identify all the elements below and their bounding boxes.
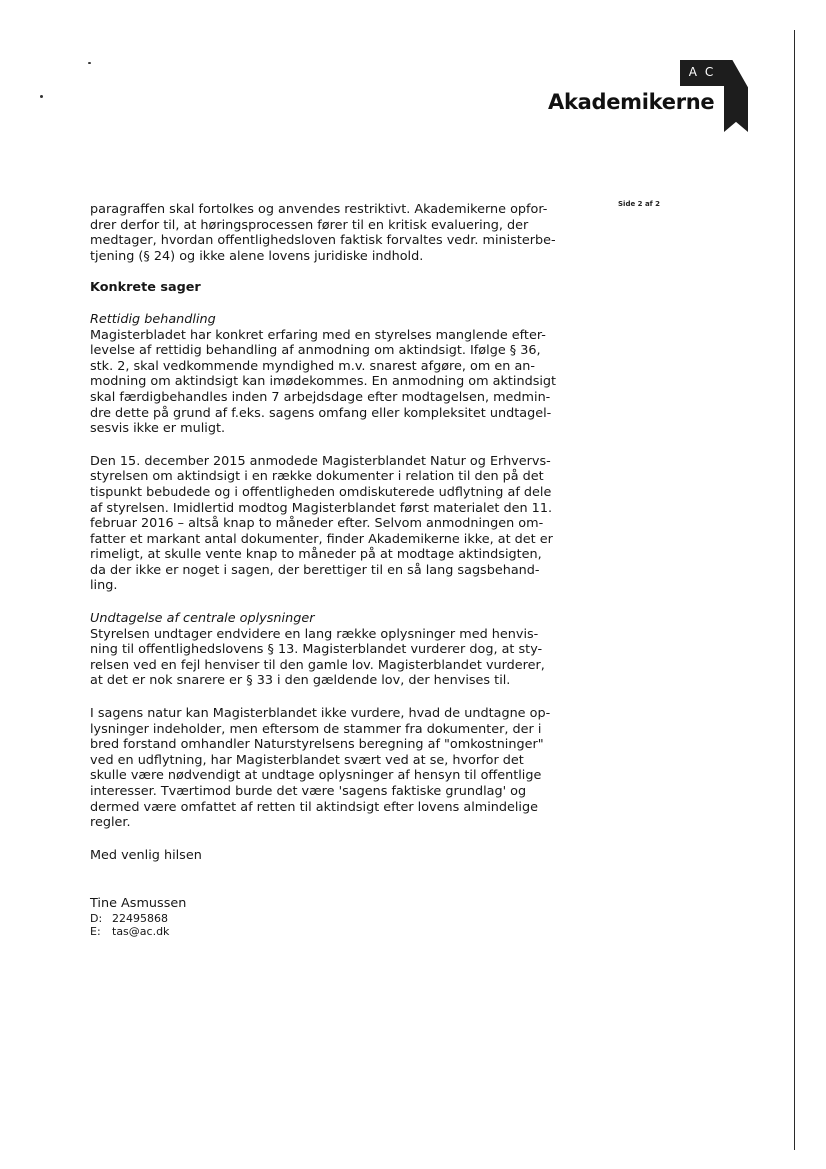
text-line: ling.: [90, 578, 118, 594]
text-line: styrelsen om aktindsigt i en række dokumenter i relation til den på det: [90, 469, 544, 485]
text-line: bred forstand omhandler Naturstyrelsens beregning af "omkostninger": [90, 737, 544, 753]
section-heading: Konkrete sager: [90, 280, 201, 296]
text-line: lysninger indeholder, men eftersom de stammer fra dokumenter, der i: [90, 721, 542, 737]
text-line: sesvis ikke er muligt.: [90, 421, 226, 437]
paragraph: [90, 454, 590, 594]
paragraph: [90, 328, 590, 437]
text-line: I sagens natur kan Magisterblandet ikke vurdere, hvad de undtagne op-: [90, 706, 551, 722]
text-line: dre dette på grund af f.eks. sagens omfang eller kompleksitet undtagel-: [90, 405, 552, 421]
text-line: februar 2016 – altså knap to måneder efter. Selvom anmodningen om-: [90, 516, 544, 532]
scan-speck: [88, 62, 91, 64]
subsection-heading: Undtagelse af centrale oplysninger: [90, 611, 315, 627]
text-line: rimeligt, at skulle vente knap to måneder på at modtage aktindsigten,: [90, 547, 542, 563]
text-line: medtager, hvordan offentlighedsloven faktisk forvaltes vedr. ministerbe-: [90, 233, 556, 249]
text-line: modning om aktindsigt kan imødekommes. En anmodning om aktindsigt: [90, 374, 557, 390]
text-line: Den 15. december 2015 anmodede Magisterblandet Natur og Erhvervs-: [90, 453, 551, 469]
akademikerne-logo: [548, 60, 753, 135]
text-line: ning til offentlighedslovens § 13. Magisterblandet vurderer dog, at sty-: [90, 642, 543, 658]
text-line: interesser. Tværtimod burde det være 'sagens faktiske grundlag' og: [90, 784, 527, 799]
text-line: af styrelsen. Imidlertid modtog Magisterblandet først materialet den 11.: [90, 500, 553, 516]
phone-label: D:: [90, 911, 103, 925]
margin-rule: [794, 30, 795, 1150]
letter-body: [90, 202, 590, 939]
text-line: tjening (§ 24) og ikke alene lovens juridiske indhold.: [90, 248, 424, 264]
text-line: paragraffen skal fortolkes og anvendes restriktivt. Akademikerne opfor-: [90, 202, 548, 217]
text-line: Styrelsen undtager endvidere en lang række oplysninger med henvis-: [90, 626, 539, 642]
subsection-heading: Rettidig behandling: [90, 311, 216, 327]
contact-details: [90, 912, 590, 939]
signature-name: Tine Asmussen: [90, 896, 187, 912]
text-line: fatter et markant antal dokumenter, finder Akademikerne ikke, at det er: [90, 531, 553, 547]
paragraph: [90, 706, 590, 831]
text-line: drer derfor til, at høringsprocessen fører til en kritisk evaluering, der: [90, 217, 529, 233]
page-number: Side 2 af 2: [618, 200, 661, 208]
text-line: dermed være omfattet af retten til aktindsigt efter lovens almindelige: [90, 799, 538, 815]
closing: Med venlig hilsen: [90, 847, 202, 863]
text-line: regler.: [90, 815, 131, 831]
text-line: skulle være nødvendigt at undtage oplysninger af hensyn til offentlige: [90, 768, 542, 784]
text-line: at det er nok snarere er § 33 i den gældende lov, der henvises til.: [90, 673, 511, 689]
logo-tab: [680, 60, 724, 86]
logo-tab-text: A C: [688, 65, 716, 79]
text-line: tispunkt bebudede og i offentligheden omdiskuterede udflytning af dele: [90, 484, 552, 500]
text-line: levelse af rettidig behandling af anmodning om aktindsigt. Ifølge § 36,: [90, 343, 541, 359]
logo-flag-icon: [724, 60, 748, 132]
phone-number: 22495868: [112, 911, 168, 925]
text-line: da der ikke er noget i sagen, der berettiger til en så lang sagsbehand-: [90, 562, 540, 578]
text-line: relsen ved en fejl henviser til den gamle lov. Magisterblandet vurderer,: [90, 657, 545, 673]
intro-paragraph: [90, 202, 590, 264]
text-line: ved en udflytning, har Magisterblandet svært ved at se, hvorfor det: [90, 752, 524, 768]
scan-speck: [40, 95, 43, 98]
text-line: Magisterbladet har konkret erfaring med en styrelses manglende efter-: [90, 327, 546, 343]
text-line: skal færdigbehandles inden 7 arbejdsdage efter modtagelsen, medmin-: [90, 389, 551, 405]
phone-line: [90, 912, 590, 926]
email-address: tas@ac.dk: [112, 925, 170, 939]
email-label: E:: [90, 925, 101, 939]
text-line: stk. 2, skal vedkommende myndighed m.v. snarest afgøre, om en an-: [90, 358, 536, 374]
paragraph: [90, 627, 590, 689]
email-line: [90, 925, 590, 939]
logo-wordmark: Akademikerne: [548, 90, 715, 114]
